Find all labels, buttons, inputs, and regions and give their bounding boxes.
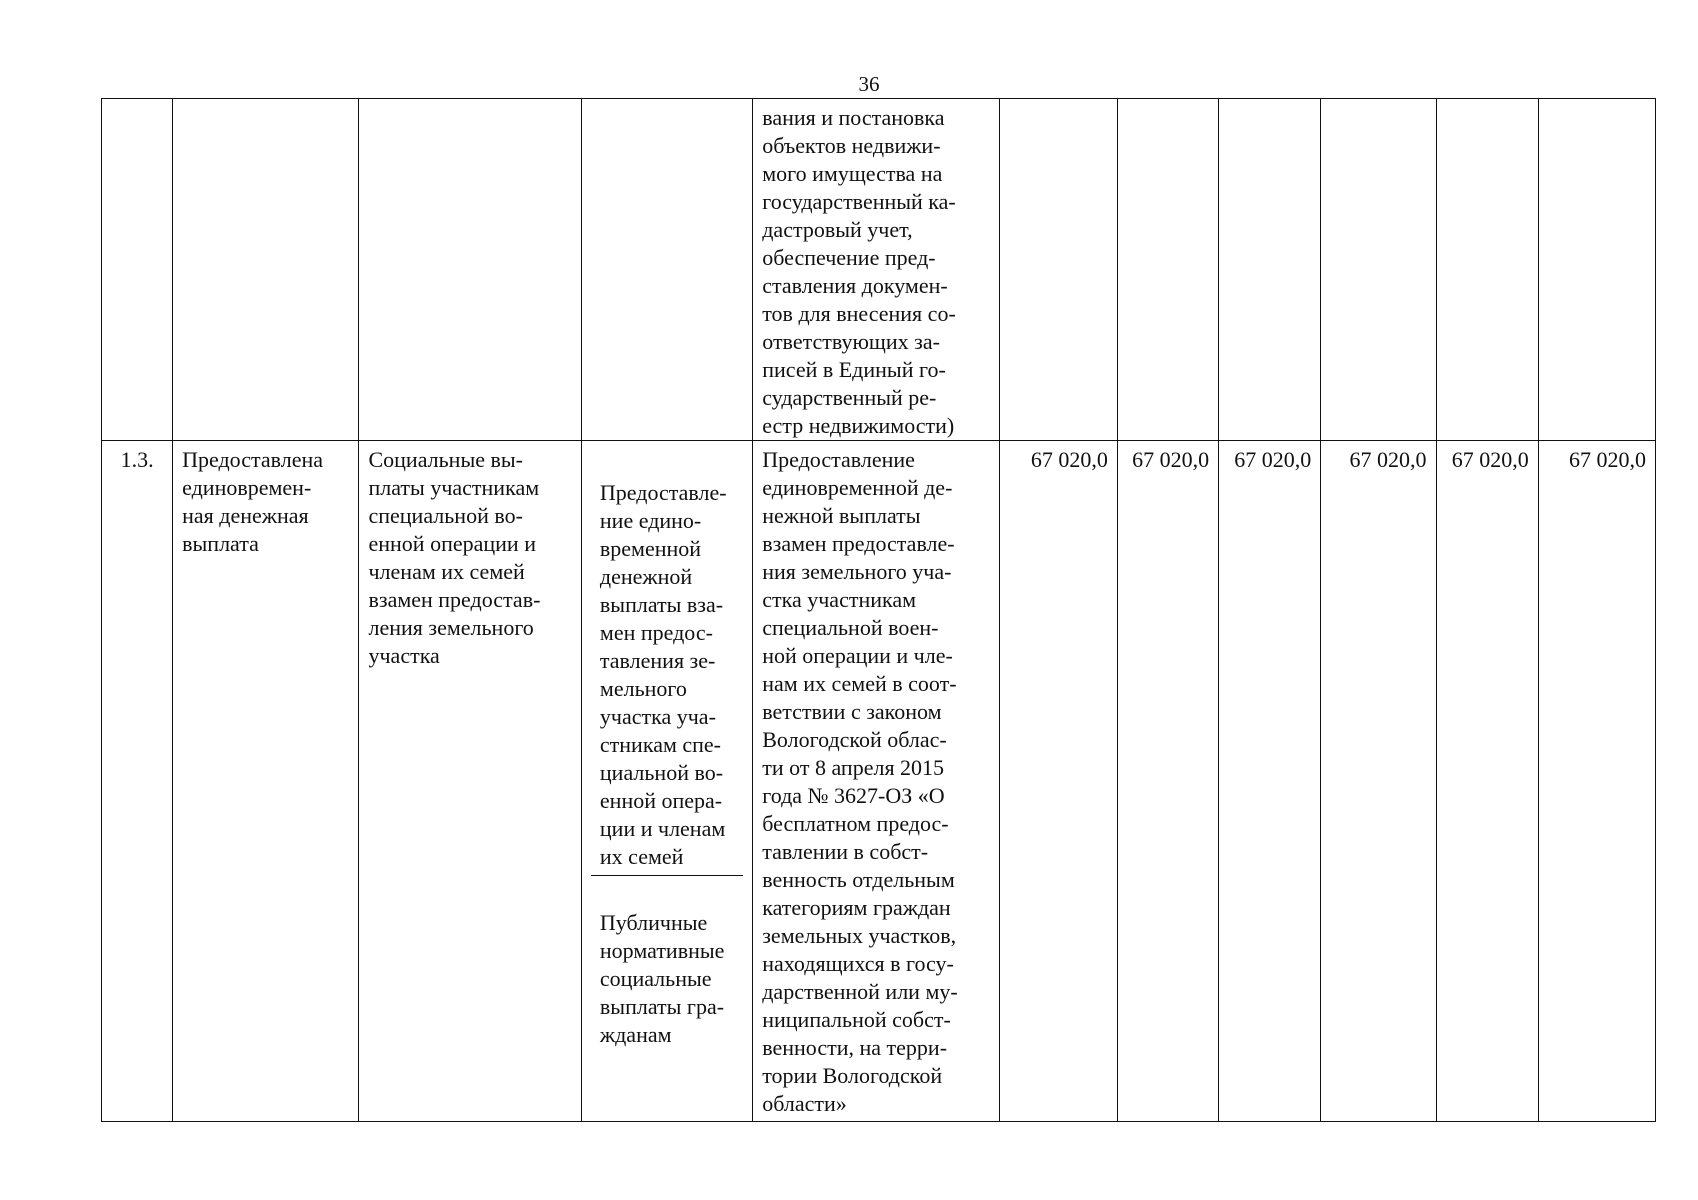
cell-type-empty [359, 99, 581, 441]
continued-row [102, 99, 1656, 441]
cell-value-empty [1219, 99, 1321, 441]
description-cell: Предоставление единовременной де- нежной выплаты взамен предоставле- ния земельного уча- стка участникам специальной воен- ной операции и чле- нам их семей в соот- ветствии с законом Вологодской облас- ти от 8 апреля 2015 года № 3627-ОЗ «О бесплатном предос- тавлении в собст- венность отдельным категориям граждан земельных участков, находящихся в госу- дарственной или му- ниципальной собст- венности, на терри- тории Вологодской области» [753, 441, 999, 1122]
cell-value-empty [1436, 99, 1538, 441]
mechanism-secondary: Публичные нормативные социальные выплаты гра- жданам [599, 910, 725, 1047]
cell-result-empty [173, 99, 359, 441]
type-cell: Социальные вы- платы участникам специальной во- енной операции и членам их семей взамен предостав- ления земельного участка [359, 441, 581, 1122]
main-row-1-3 [102, 441, 1656, 1122]
value-cell: 67 020,0 [1436, 441, 1538, 1122]
row-number: 1.3. [102, 441, 173, 1122]
value-cell: 67 020,0 [1219, 441, 1321, 1122]
value-cell: 67 020,0 [1538, 441, 1655, 1122]
result-cell: Предоставлена единовремен- ная денежная выплата [173, 441, 359, 1122]
mechanism-primary: Предоставле- ние едино- временной денежной выплаты вза- мен предос- тавления зе- мельного участка уча- стникам спе- циальной во- енной опера- ции и членам их семей [591, 474, 743, 876]
program-table [101, 98, 1656, 1122]
cell-value-empty [1538, 99, 1655, 441]
value-cell: 67 020,0 [999, 441, 1117, 1122]
cell-value-empty [1117, 99, 1218, 441]
mechanism-cell [581, 441, 752, 1122]
value-cell: 67 020,0 [1321, 441, 1436, 1122]
cell-value-empty [999, 99, 1117, 441]
cell-number-empty [102, 99, 173, 441]
continued-description: вания и постановка объектов недвижи- мого имущества на государственный ка- дастровый учет, обеспечение пред- ставления докумен- тов для внесения со- ответствующих за- писей в Единый го- сударственный ре- естр недвижимости) [753, 99, 999, 441]
cell-mechanism-empty [581, 99, 752, 441]
page-number: 36 [858, 72, 880, 96]
cell-value-empty [1321, 99, 1436, 441]
value-cell: 67 020,0 [1117, 441, 1218, 1122]
